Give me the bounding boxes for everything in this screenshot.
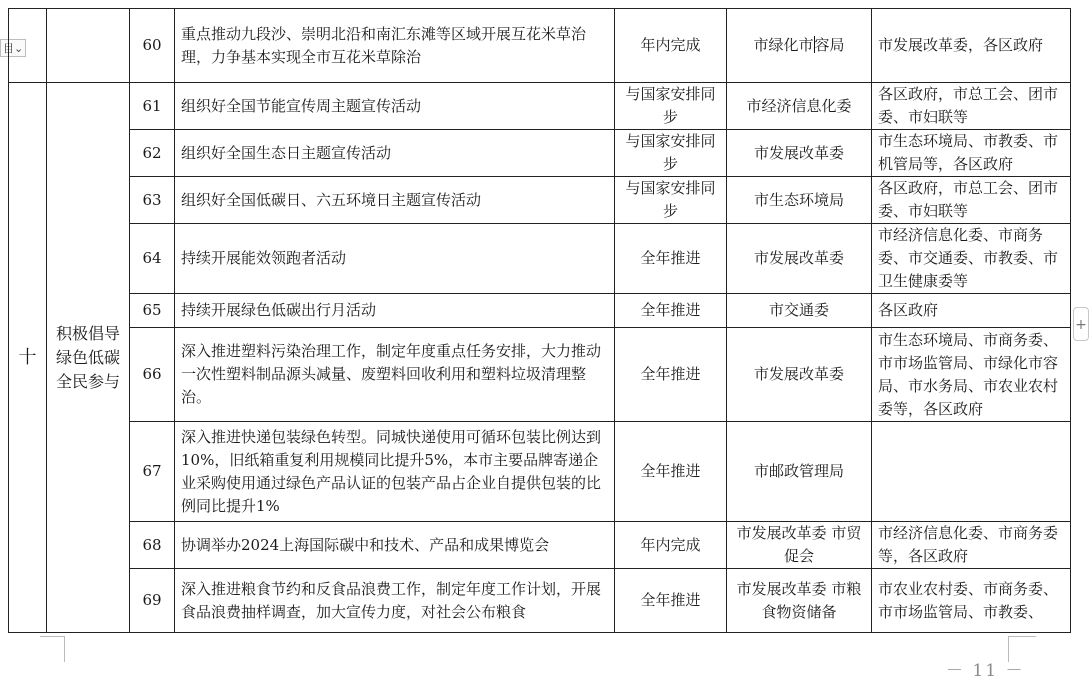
coop-dept-cell: 市经济信息化委、市商务委、市交通委、市教委、市卫生健康委等 — [872, 224, 1071, 294]
row-number: 67 — [130, 422, 175, 522]
lead-dept-cell: 市发展改革委 — [727, 328, 872, 422]
row-number: 61 — [130, 83, 175, 130]
group-name: 积极倡导绿色低碳全民参与 — [47, 83, 130, 633]
row-number: 68 — [130, 522, 175, 569]
deadline-cell: 全年推进 — [615, 294, 727, 328]
deadline-cell: 与国家安排同步 — [615, 177, 727, 224]
lead-dept-cell: 市邮政管理局 — [727, 422, 872, 522]
table-row — [9, 294, 1071, 328]
row-number: 60 — [130, 9, 175, 83]
deadline-cell: 与国家安排同步 — [615, 83, 727, 130]
side-expand-button[interactable] — [1073, 307, 1089, 341]
coop-dept-cell: 市发展改革委，各区政府 — [872, 9, 1071, 83]
row-number: 64 — [130, 224, 175, 294]
coop-dept-cell: 市农业农村委、市商务委、市市场监管局、市教委、 — [872, 569, 1071, 633]
coop-dept-cell: 市经济信息化委、市商务委等，各区政府 — [872, 522, 1071, 569]
table-row — [9, 422, 1071, 522]
coop-dept-cell: 各区政府，市总工会、团市委、市妇联等 — [872, 177, 1071, 224]
lead-dept-cell: 市发展改革委 市粮食物资储备 — [727, 569, 872, 633]
deadline-cell: 年内完成 — [615, 9, 727, 83]
lead-dept-cell: 市交通委 — [727, 294, 872, 328]
coop-dept-cell: 市生态环境局、市教委、市机管局等，各区政府 — [872, 130, 1071, 177]
task-cell: 组织好全国节能宣传周主题宣传活动 — [175, 83, 615, 130]
lead-dept-cell: 市发展改革委 — [727, 130, 872, 177]
row-number: 62 — [130, 130, 175, 177]
coop-dept-cell — [872, 422, 1071, 522]
deadline-cell: 全年推进 — [615, 328, 727, 422]
table-row — [9, 177, 1071, 224]
table-row — [9, 224, 1071, 294]
row-number: 65 — [130, 294, 175, 328]
row-number: 66 — [130, 328, 175, 422]
task-cell: 组织好全国低碳日、六五环境日主题宣传活动 — [175, 177, 615, 224]
lead-dept-cell: 市经济信息化委 — [727, 83, 872, 130]
plus-icon: + — [1075, 317, 1087, 333]
table-row — [9, 9, 1071, 83]
deadline-cell: 全年推进 — [615, 422, 727, 522]
task-cell: 持续开展绿色低碳出行月活动 — [175, 294, 615, 328]
table-row — [9, 130, 1071, 177]
page-corner-mark-left — [64, 636, 65, 662]
deadline-cell: 全年推进 — [615, 569, 727, 633]
deadline-cell: 年内完成 — [615, 522, 727, 569]
task-cell: 深入推进粮食节约和反食品浪费工作，制定年度工作计划，开展食品浪费抽样调查，加大宣传力度，对社会公布粮食 — [175, 569, 615, 633]
task-cell: 深入推进快递包装绿色转型。同城快递使用可循环包装比例达到10%，旧纸箱重复利用规模同比提升5%，本市主要品牌寄递企业采购使用通过绿色产品认证的包装产品占企业自提供包装的比例同比提升1% — [175, 422, 615, 522]
task-cell: 持续开展能效领跑者活动 — [175, 224, 615, 294]
coop-dept-cell: 市生态环境局、市商务委、市市场监管局、市绿化市容局、市水务局、市农业农村委等，各区政府 — [872, 328, 1071, 422]
lead-dept-cell: 市发展改革委 — [727, 224, 872, 294]
group-name-cell — [47, 9, 130, 83]
table-row — [9, 569, 1071, 633]
tab-label: 目 — [3, 42, 14, 55]
page-number: － 11 － — [946, 661, 1025, 681]
coop-dept-cell: 各区政府，市总工会、团市委、市妇联等 — [872, 83, 1071, 130]
task-table — [8, 8, 1071, 633]
lead-dept-cell: 市生态环境局 — [727, 177, 872, 224]
lead-dept-cell: 市发展改革委 市贸促会 — [727, 522, 872, 569]
page-corner-mark-right-h — [1008, 636, 1036, 637]
group-index-cell — [9, 9, 47, 83]
deadline-cell: 全年推进 — [615, 224, 727, 294]
row-number: 69 — [130, 569, 175, 633]
table-row — [9, 328, 1071, 422]
coop-dept-cell: 各区政府 — [872, 294, 1071, 328]
task-cell: 协调举办2024上海国际碳中和技术、产品和成果博览会 — [175, 522, 615, 569]
chevron-down-icon: ⌄ — [14, 42, 24, 55]
table-row — [9, 522, 1071, 569]
task-cell: 组织好全国生态日主题宣传活动 — [175, 130, 615, 177]
table-row — [9, 83, 1071, 130]
row-number: 63 — [130, 177, 175, 224]
deadline-cell: 与国家安排同步 — [615, 130, 727, 177]
task-cell: 重点推动九段沙、崇明北沿和南汇东滩等区域开展互花米草治理，力争基本实现全市互花米草除治 — [175, 9, 615, 83]
text-cursor — [814, 36, 815, 53]
group-index: 十 — [9, 83, 47, 633]
task-cell: 深入推进塑料污染治理工作，制定年度重点任务安排，大力推动一次性塑料制品源头减量、废塑料回收利用和塑料垃圾清理整治。 — [175, 328, 615, 422]
lead-dept-cell: 市绿化市容局 — [727, 9, 872, 83]
page-corner-mark-left-h — [40, 636, 64, 637]
